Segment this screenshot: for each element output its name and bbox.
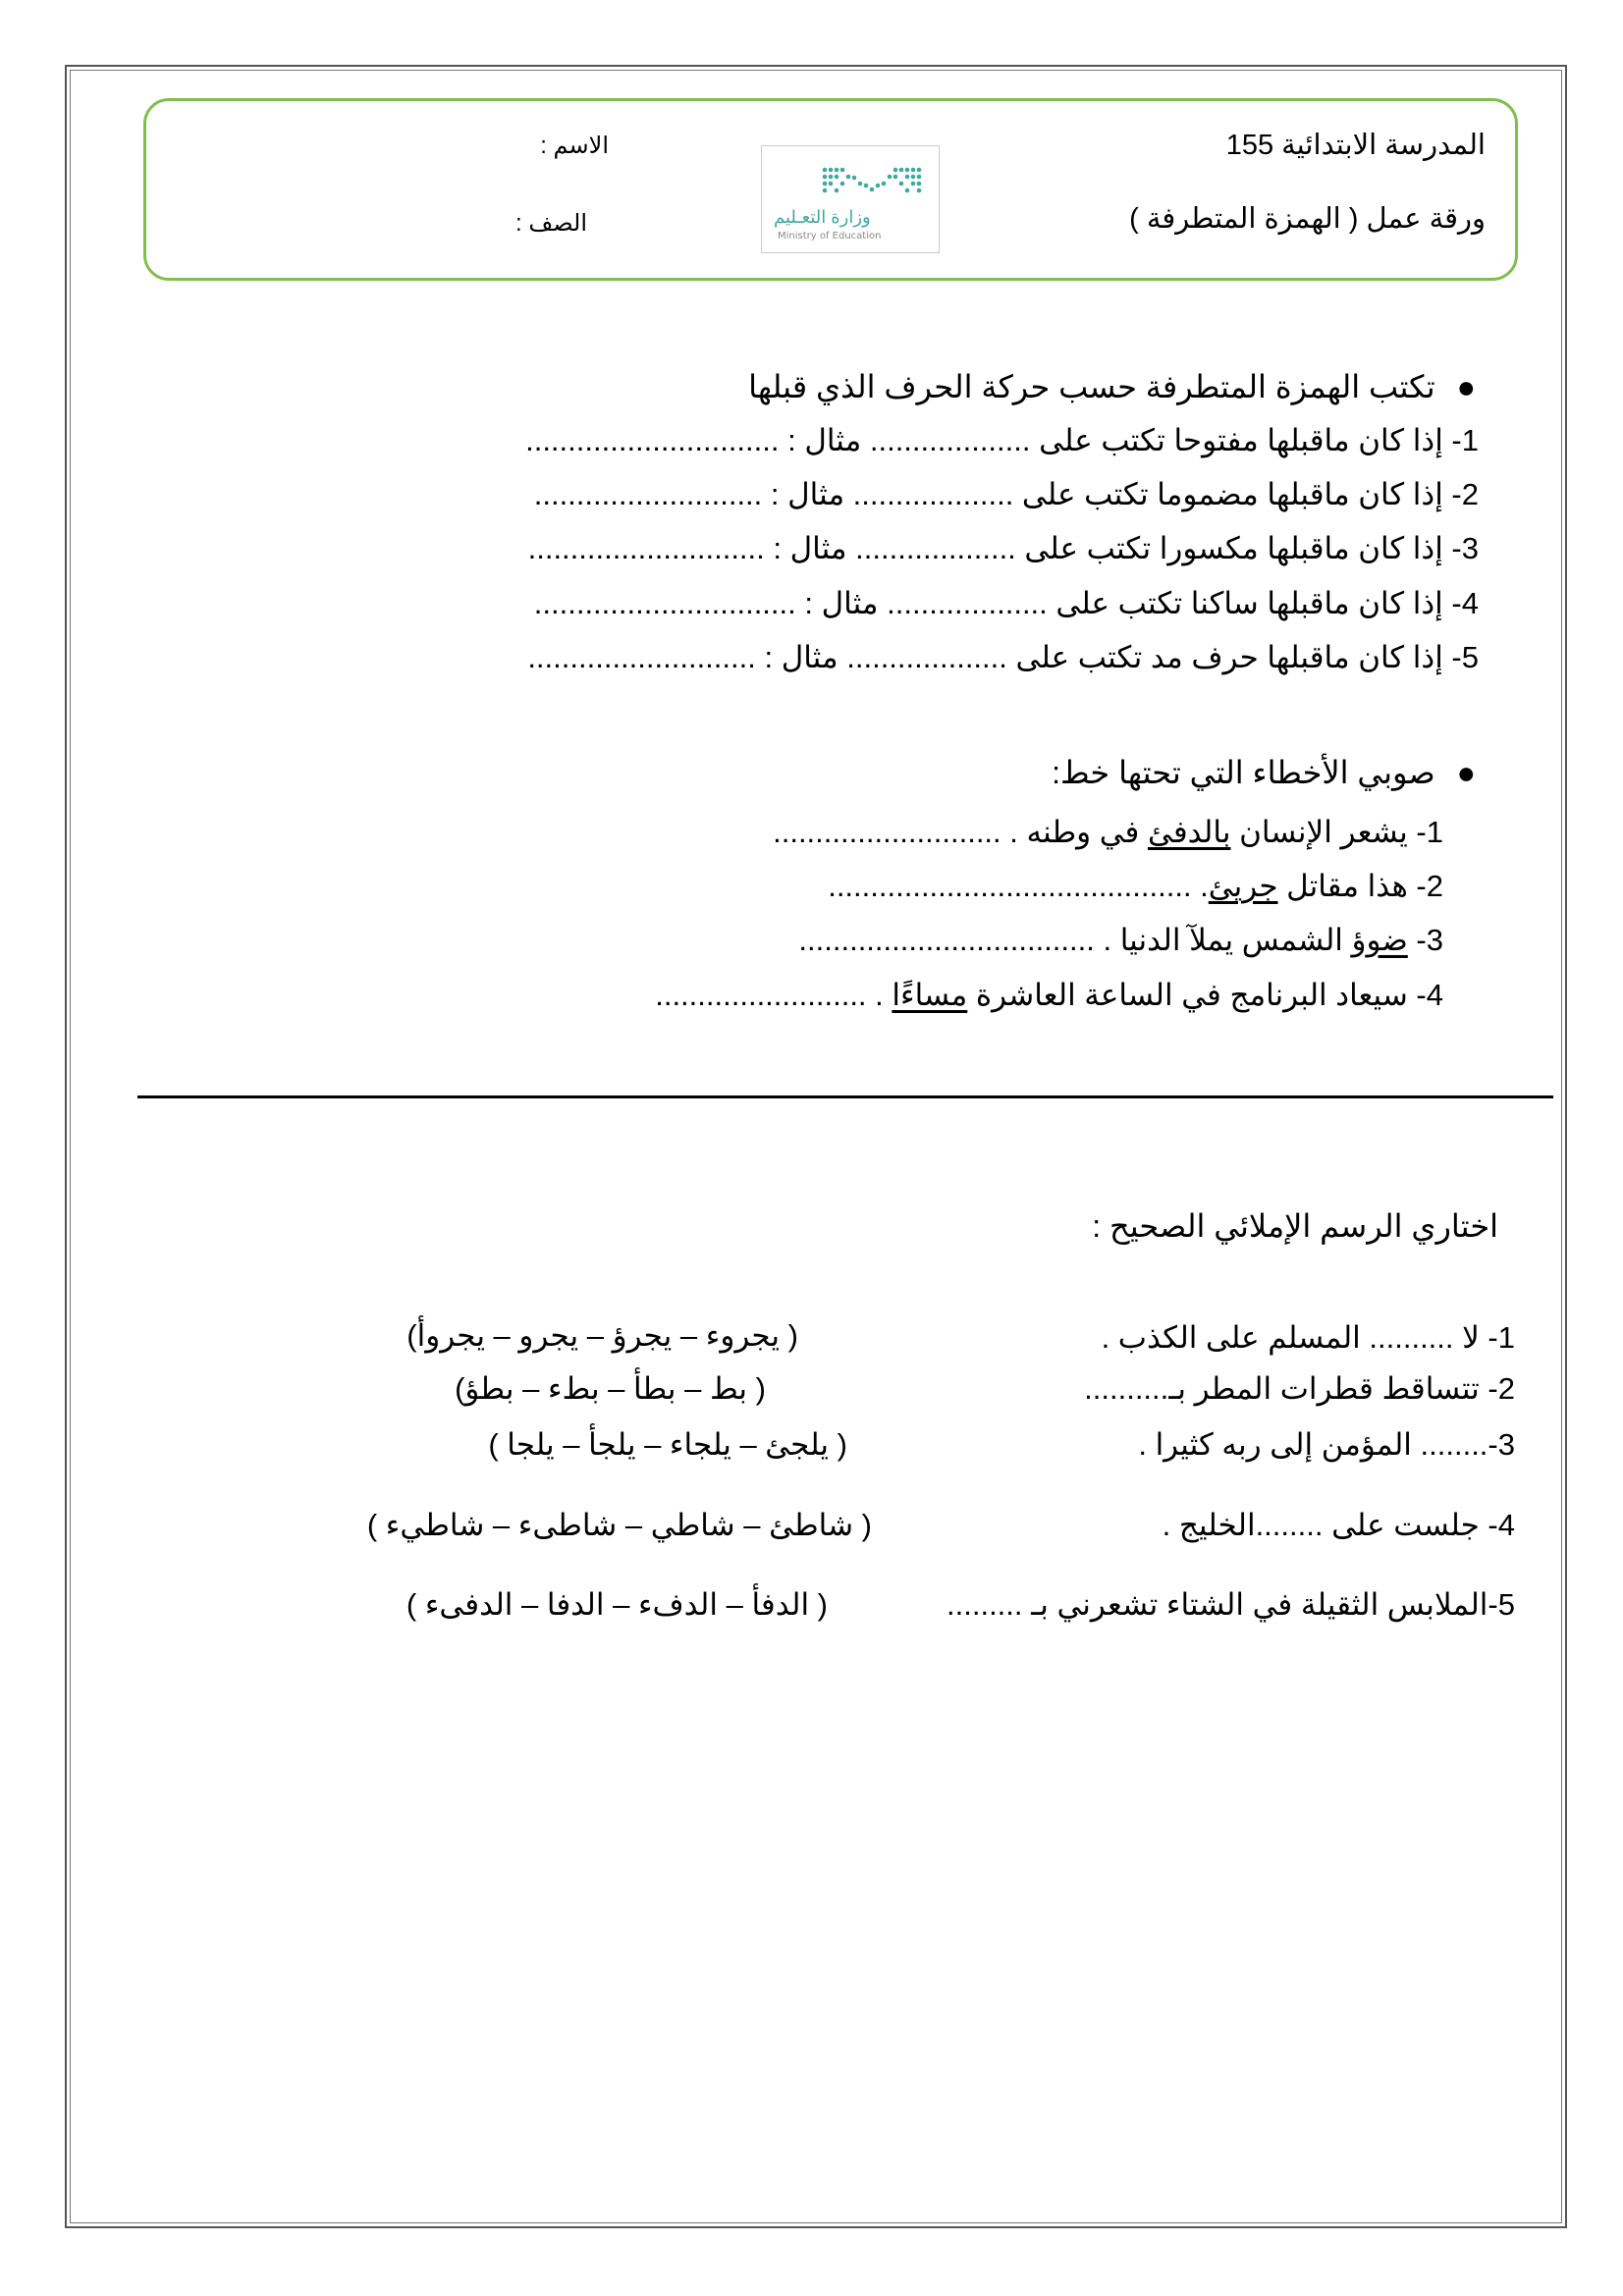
- rule-line: 4- إذا كان ماقبلها ساكنا تكتب على ................... مثال : ...............................: [533, 586, 1479, 620]
- section3-title: اختاري الرسم الإملائي الصحيح :: [1092, 1208, 1498, 1244]
- underlined-word: ضوؤ: [1351, 923, 1408, 957]
- choice-question: 2- تتساقط قطرات المطر بـ..........: [1084, 1371, 1515, 1406]
- logo-english-text: Ministry of Education: [778, 231, 882, 241]
- section2-title: صوبي الأخطاء التي تحتها خط:: [1052, 755, 1435, 790]
- correction-item: 3- ضوؤ الشمس يملآ الدنيا . ...................................: [798, 923, 1443, 957]
- underlined-word: بالدفئ: [1148, 815, 1231, 849]
- choice-options: ( بط – بطأ – بطء – بطؤ): [455, 1371, 766, 1406]
- correction-item: 2- هذا مقاتل جريئ. ...........................................: [828, 869, 1443, 903]
- section2: [1052, 754, 1476, 791]
- worksheet-title: ورقة عمل ( الهمزة المتطرفة ): [1129, 203, 1486, 235]
- bullet-icon: ●: [1456, 369, 1476, 404]
- choice-question: 3-........ المؤمن إلى ربه كثيرا .: [1138, 1427, 1515, 1462]
- rule-line: 3- إذا كان ماقبلها مكسورا تكتب على ................... مثال : ............................: [527, 531, 1479, 565]
- choice-question: 5-الملابس الثقيلة في الشتاء تشعرني بـ .........: [947, 1587, 1515, 1622]
- choice-options: ( يلجئ – يلجاء – يلجأ – يلجا ): [488, 1427, 847, 1462]
- bullet-icon: ●: [1456, 755, 1476, 790]
- rule-line: 1- إذا كان ماقبلها مفتوحا تكتب على ................... مثال : ..............................: [525, 423, 1479, 457]
- underlined-word: جريئ: [1208, 869, 1278, 903]
- choice-options: ( الدفأ – الدفء – الدفا – الدفىء ): [406, 1587, 828, 1622]
- choice-question: 1- لا .......... المسلم على الكذب .: [1101, 1320, 1515, 1355]
- class-label: الصف :: [515, 210, 587, 237]
- section-divider: [137, 1095, 1553, 1098]
- rule-line: 5- إذا كان ماقبلها حرف مد تكتب على ................... مثال : ...........................: [527, 640, 1479, 674]
- ministry-logo: [761, 145, 940, 253]
- underlined-word: مساءًا: [892, 978, 968, 1012]
- choice-options: ( يجروء – يجرؤ – يجرو – يجروأ): [406, 1318, 798, 1353]
- correction-item: 1- يشعر الإنسان بالدفئ في وطنه . ...........................: [773, 815, 1443, 849]
- section1: [748, 368, 1476, 405]
- section1-title: تكتب الهمزة المتطرفة حسب حركة الحرف الذي قبلها: [748, 369, 1435, 404]
- correction-item: 4- سيعاد البرنامج في الساعة العاشرة مساءًا . .........................: [655, 978, 1443, 1012]
- choice-question: 4- جلست على ........الخليج .: [1162, 1508, 1515, 1542]
- rule-line: 2- إذا كان ماقبلها مضموما تكتب على ................... مثال : ...........................: [533, 477, 1479, 511]
- school-name: المدرسة الابتدائية 155: [1225, 130, 1486, 161]
- name-label: الاسم :: [540, 133, 609, 159]
- choice-options: ( شاطئ – شاطي – شاطىء – شاطيء ): [366, 1508, 872, 1542]
- ministry-logo-icon: [819, 164, 937, 203]
- logo-arabic-text: وزارة التعـليم: [774, 207, 871, 227]
